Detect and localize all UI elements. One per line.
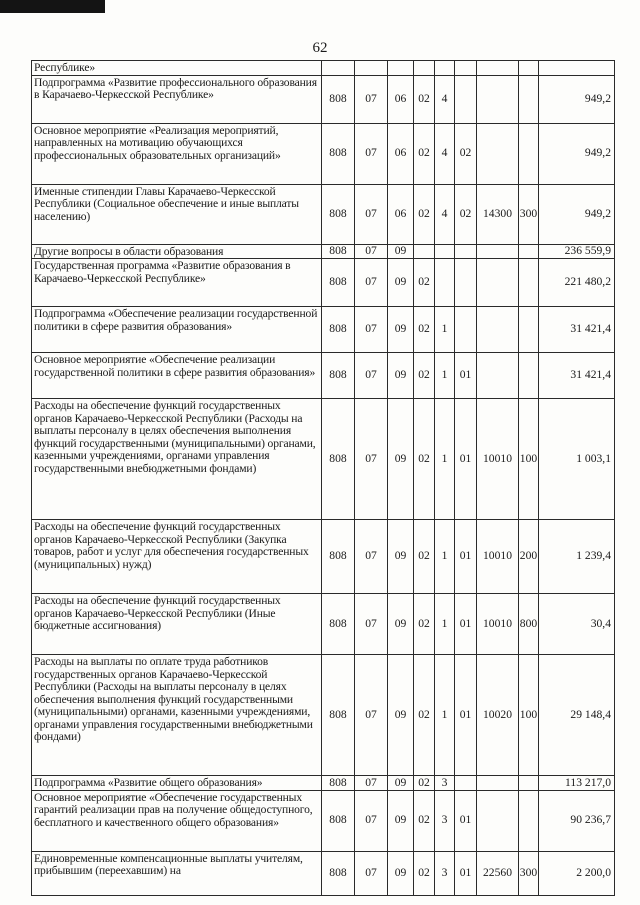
subprogram-code-cell: 3 bbox=[435, 776, 455, 791]
measure-code-cell: 01 bbox=[455, 851, 477, 895]
expense-type-cell: 300 bbox=[519, 184, 539, 244]
amount-cell: 221 480,2 bbox=[539, 259, 615, 307]
section-code-cell: 07 bbox=[355, 244, 388, 259]
measure-code-cell: 01 bbox=[455, 655, 477, 776]
subprogram-code-cell: 1 bbox=[435, 353, 455, 399]
expense-type-cell bbox=[519, 776, 539, 791]
row-name-cell: Расходы на обеспечение функций государственных органов Карачаево-Черкесской Республики (Закупка товаров, работ и услуг для обеспечения государственных (муниципальных) нужд) bbox=[32, 520, 322, 594]
direction-code-cell: 10020 bbox=[477, 655, 519, 776]
expense-type-cell bbox=[519, 75, 539, 123]
amount-cell: 29 148,4 bbox=[539, 655, 615, 776]
program-code-cell: 02 bbox=[414, 184, 435, 244]
section-code-cell: 07 bbox=[355, 776, 388, 791]
program-code-cell: 02 bbox=[414, 776, 435, 791]
subprogram-code-cell: 3 bbox=[435, 851, 455, 895]
subprogram-code-cell bbox=[435, 244, 455, 259]
subsection-code-cell: 09 bbox=[388, 594, 414, 655]
direction-code-cell: 22560 bbox=[477, 851, 519, 895]
amount-cell: 31 421,4 bbox=[539, 353, 615, 399]
ved-code-cell: 808 bbox=[322, 244, 355, 259]
direction-code-cell: 10010 bbox=[477, 594, 519, 655]
table-row bbox=[32, 776, 615, 791]
table-row bbox=[32, 399, 615, 520]
program-code-cell: 02 bbox=[414, 520, 435, 594]
subsection-code-cell: 09 bbox=[388, 520, 414, 594]
measure-code-cell: 01 bbox=[455, 594, 477, 655]
program-code-cell: 02 bbox=[414, 655, 435, 776]
amount-cell: 31 421,4 bbox=[539, 307, 615, 353]
subprogram-code-cell: 1 bbox=[435, 520, 455, 594]
section-code-cell: 07 bbox=[355, 184, 388, 244]
scan-artifact bbox=[0, 0, 105, 13]
expense-type-cell bbox=[519, 307, 539, 353]
row-name-cell: Основное мероприятие «Реализация мероприятий, направленных на мотивацию обучающихся профессиональных образовательных организаций» bbox=[32, 123, 322, 184]
direction-code-cell bbox=[477, 75, 519, 123]
budget-table bbox=[31, 60, 615, 896]
subsection-code-cell: 06 bbox=[388, 123, 414, 184]
subsection-code-cell: 06 bbox=[388, 184, 414, 244]
direction-code-cell bbox=[477, 307, 519, 353]
ved-code-cell: 808 bbox=[322, 75, 355, 123]
direction-code-cell bbox=[477, 123, 519, 184]
section-code-cell: 07 bbox=[355, 123, 388, 184]
subprogram-code-cell: 1 bbox=[435, 594, 455, 655]
row-name-cell: Государственная программа «Развитие образования в Карачаево-Черкесской Республике» bbox=[32, 259, 322, 307]
subsection-code-cell: 09 bbox=[388, 399, 414, 520]
subsection-code-cell bbox=[388, 61, 414, 76]
direction-code-cell bbox=[477, 776, 519, 791]
table-row bbox=[32, 123, 615, 184]
direction-code-cell bbox=[477, 353, 519, 399]
row-name-cell: Именные стипендии Главы Карачаево-Черкесской Республики (Социальное обеспечение и иные выплаты населению) bbox=[32, 184, 322, 244]
row-name-cell: Основное мероприятие «Обеспечение государственных гарантий реализации прав на получение общедоступного, бесплатного и качественного общего образования» bbox=[32, 790, 322, 851]
expense-type-cell bbox=[519, 259, 539, 307]
expense-type-cell: 300 bbox=[519, 851, 539, 895]
table-row bbox=[32, 594, 615, 655]
table-row bbox=[32, 61, 615, 76]
direction-code-cell: 10010 bbox=[477, 399, 519, 520]
expense-type-cell bbox=[519, 123, 539, 184]
direction-code-cell bbox=[477, 790, 519, 851]
expense-type-cell: 200 bbox=[519, 520, 539, 594]
section-code-cell bbox=[355, 61, 388, 76]
amount-cell: 236 559,9 bbox=[539, 244, 615, 259]
measure-code-cell: 02 bbox=[455, 184, 477, 244]
program-code-cell bbox=[414, 61, 435, 76]
amount-cell: 949,2 bbox=[539, 123, 615, 184]
program-code-cell: 02 bbox=[414, 399, 435, 520]
row-name-cell: Подпрограмма «Развитие общего образования» bbox=[32, 776, 322, 791]
section-code-cell: 07 bbox=[355, 520, 388, 594]
section-code-cell: 07 bbox=[355, 655, 388, 776]
measure-code-cell: 02 bbox=[455, 123, 477, 184]
table-row bbox=[32, 520, 615, 594]
section-code-cell: 07 bbox=[355, 353, 388, 399]
subprogram-code-cell: 1 bbox=[435, 399, 455, 520]
subsection-code-cell: 09 bbox=[388, 655, 414, 776]
table-row bbox=[32, 790, 615, 851]
subprogram-code-cell bbox=[435, 61, 455, 76]
measure-code-cell: 01 bbox=[455, 520, 477, 594]
direction-code-cell bbox=[477, 244, 519, 259]
table-row bbox=[32, 307, 615, 353]
ved-code-cell bbox=[322, 61, 355, 76]
expense-type-cell: 100 bbox=[519, 655, 539, 776]
ved-code-cell: 808 bbox=[322, 184, 355, 244]
ved-code-cell: 808 bbox=[322, 790, 355, 851]
section-code-cell: 07 bbox=[355, 75, 388, 123]
program-code-cell: 02 bbox=[414, 75, 435, 123]
measure-code-cell: 01 bbox=[455, 399, 477, 520]
subprogram-code-cell bbox=[435, 259, 455, 307]
subsection-code-cell: 09 bbox=[388, 776, 414, 791]
table-row bbox=[32, 244, 615, 259]
row-name-cell: Единовременные компенсационные выплаты учителям, прибывшим (переехавшим) на bbox=[32, 851, 322, 895]
subsection-code-cell: 09 bbox=[388, 259, 414, 307]
ved-code-cell: 808 bbox=[322, 399, 355, 520]
amount-cell: 949,2 bbox=[539, 184, 615, 244]
direction-code-cell: 10010 bbox=[477, 520, 519, 594]
row-name-cell: Расходы на обеспечение функций государственных органов Карачаево-Черкесской Республики (Иные бюджетные ассигнования) bbox=[32, 594, 322, 655]
subsection-code-cell: 09 bbox=[388, 307, 414, 353]
expense-type-cell bbox=[519, 790, 539, 851]
measure-code-cell bbox=[455, 244, 477, 259]
measure-code-cell bbox=[455, 776, 477, 791]
row-name-cell: Расходы на выплаты по оплате труда работников государственных органов Карачаево-Черкесской Республики (Расходы на выплаты персоналу в целях обеспечения выполнения функций государственными (муниципальными) органами, казенными учреждениями, органами управления государственными внебюджетными фондами) bbox=[32, 655, 322, 776]
direction-code-cell bbox=[477, 61, 519, 76]
program-code-cell: 02 bbox=[414, 259, 435, 307]
ved-code-cell: 808 bbox=[322, 307, 355, 353]
measure-code-cell bbox=[455, 259, 477, 307]
measure-code-cell bbox=[455, 307, 477, 353]
subsection-code-cell: 09 bbox=[388, 851, 414, 895]
ved-code-cell: 808 bbox=[322, 655, 355, 776]
amount-cell: 1 003,1 bbox=[539, 399, 615, 520]
section-code-cell: 07 bbox=[355, 851, 388, 895]
amount-cell: 113 217,0 bbox=[539, 776, 615, 791]
expense-type-cell: 100 bbox=[519, 399, 539, 520]
subprogram-code-cell: 4 bbox=[435, 123, 455, 184]
section-code-cell: 07 bbox=[355, 307, 388, 353]
amount-cell: 2 200,0 bbox=[539, 851, 615, 895]
table-body bbox=[32, 61, 615, 896]
measure-code-cell: 01 bbox=[455, 353, 477, 399]
expense-type-cell bbox=[519, 353, 539, 399]
row-name-cell: Республике» bbox=[32, 61, 322, 76]
amount-cell: 30,4 bbox=[539, 594, 615, 655]
row-name-cell: Другие вопросы в области образования bbox=[32, 244, 322, 259]
program-code-cell: 02 bbox=[414, 790, 435, 851]
subprogram-code-cell: 1 bbox=[435, 307, 455, 353]
measure-code-cell bbox=[455, 75, 477, 123]
section-code-cell: 07 bbox=[355, 399, 388, 520]
ved-code-cell: 808 bbox=[322, 123, 355, 184]
table-row bbox=[32, 259, 615, 307]
row-name-cell: Расходы на обеспечение функций государственных органов Карачаево-Черкесской Республики (Расходы на выплаты персоналу в целях обеспечения выполнения функций государственными (муниципальными) органами, казенными учреждениями, органами управления государственными внебюджетными фондами) bbox=[32, 399, 322, 520]
table-row bbox=[32, 184, 615, 244]
ved-code-cell: 808 bbox=[322, 594, 355, 655]
ved-code-cell: 808 bbox=[322, 259, 355, 307]
program-code-cell bbox=[414, 244, 435, 259]
program-code-cell: 02 bbox=[414, 594, 435, 655]
row-name-cell: Основное мероприятие «Обеспечение реализации государственной политики в сфере развития образования» bbox=[32, 353, 322, 399]
ved-code-cell: 808 bbox=[322, 851, 355, 895]
ved-code-cell: 808 bbox=[322, 776, 355, 791]
section-code-cell: 07 bbox=[355, 594, 388, 655]
amount-cell: 1 239,4 bbox=[539, 520, 615, 594]
subsection-code-cell: 09 bbox=[388, 790, 414, 851]
page-number: 62 bbox=[312, 40, 328, 56]
measure-code-cell bbox=[455, 61, 477, 76]
expense-type-cell bbox=[519, 244, 539, 259]
subprogram-code-cell: 4 bbox=[435, 184, 455, 244]
table-row bbox=[32, 851, 615, 895]
section-code-cell: 07 bbox=[355, 259, 388, 307]
program-code-cell: 02 bbox=[414, 851, 435, 895]
table-row bbox=[32, 75, 615, 123]
subsection-code-cell: 06 bbox=[388, 75, 414, 123]
expense-type-cell bbox=[519, 61, 539, 76]
amount-cell: 90 236,7 bbox=[539, 790, 615, 851]
program-code-cell: 02 bbox=[414, 307, 435, 353]
measure-code-cell: 01 bbox=[455, 790, 477, 851]
direction-code-cell bbox=[477, 259, 519, 307]
ved-code-cell: 808 bbox=[322, 353, 355, 399]
expense-type-cell: 800 bbox=[519, 594, 539, 655]
table-row bbox=[32, 353, 615, 399]
direction-code-cell: 14300 bbox=[477, 184, 519, 244]
program-code-cell: 02 bbox=[414, 353, 435, 399]
subsection-code-cell: 09 bbox=[388, 244, 414, 259]
subprogram-code-cell: 1 bbox=[435, 655, 455, 776]
row-name-cell: Подпрограмма «Обеспечение реализации государственной политики в сфере развития образования» bbox=[32, 307, 322, 353]
subprogram-code-cell: 3 bbox=[435, 790, 455, 851]
table-row bbox=[32, 655, 615, 776]
subprogram-code-cell: 4 bbox=[435, 75, 455, 123]
row-name-cell: Подпрограмма «Развитие профессионального образования в Карачаево-Черкесской Республике» bbox=[32, 75, 322, 123]
amount-cell bbox=[539, 61, 615, 76]
section-code-cell: 07 bbox=[355, 790, 388, 851]
subsection-code-cell: 09 bbox=[388, 353, 414, 399]
amount-cell: 949,2 bbox=[539, 75, 615, 123]
program-code-cell: 02 bbox=[414, 123, 435, 184]
ved-code-cell: 808 bbox=[322, 520, 355, 594]
